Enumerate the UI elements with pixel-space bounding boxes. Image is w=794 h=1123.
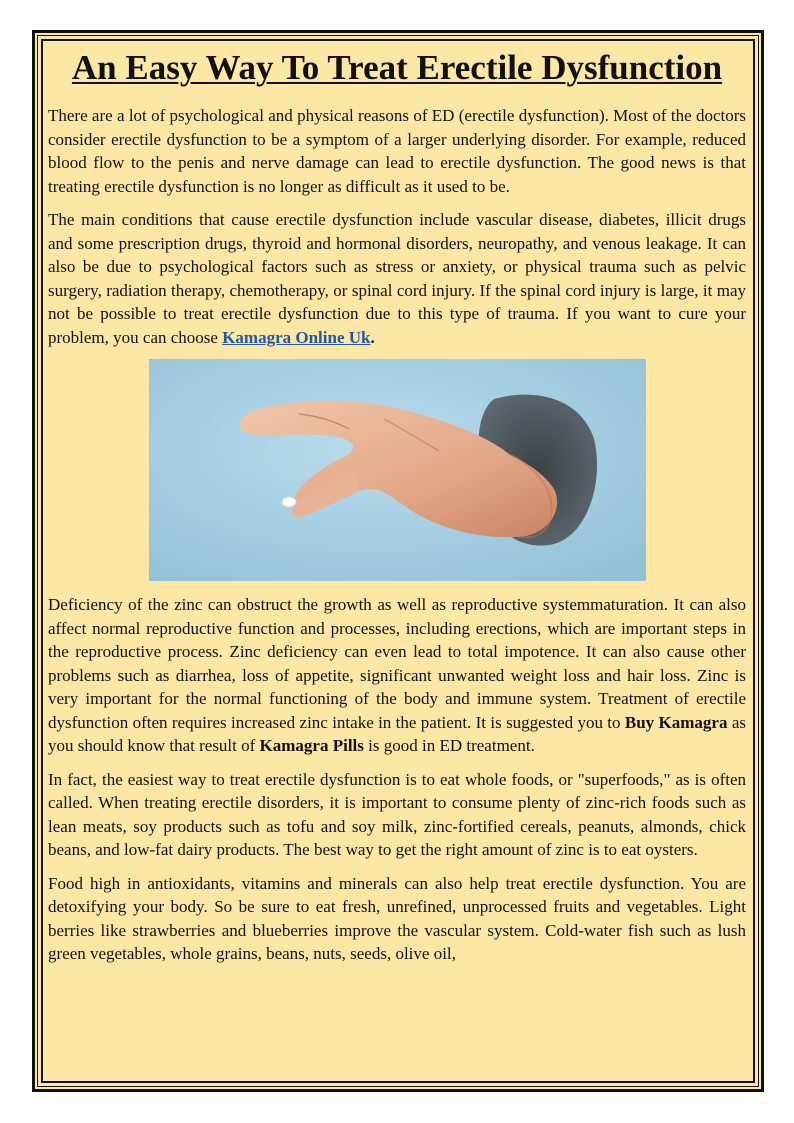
paragraph-3-end: is good in ED treatment. — [363, 736, 535, 755]
hand-holding-pill-photo — [149, 359, 646, 581]
paragraph-2 — [48, 208, 746, 349]
page-title: An Easy Way To Treat Erectile Dysfunction — [71, 48, 723, 87]
buy-kamagra-bold: Buy Kamagra — [624, 712, 728, 732]
kamagra-pills-bold: Kamagra Pills — [259, 736, 364, 755]
kamagra-online-uk-link[interactable]: Kamagra Online Uk — [222, 327, 371, 347]
paragraph-2-end: . — [370, 327, 375, 347]
paragraph-3-middle: as you should know that result of — [48, 712, 746, 755]
paragraph-3-text: Deficiency of the zinc can obstruct the growth as well as reproductive systemmaturation. It can also affect normal reproductive function and processes, including erections, which are important steps in the reproductive process. Zinc deficiency can even lead to total impotence. It can also cause other problems such as diarrhea, loss of appetite, significant unwanted weight loss and hair loss. Zinc is very important for the normal functioning of the body and immune system. Treatment of erectile dysfunction often requires increased zinc intake in the patient. It is suggested you to — [48, 595, 746, 732]
paragraph-4: In fact, the easiest way to treat erectile dysfunction is to eat whole foods, or "superfoods," as is often called. When treating erectile disorders, it is important to consume plenty of zinc-rich foods such as lean meats, soy products such as tofu and soy milk, zinc-fortified cereals, peanuts, almonds, chick beans, and low-fat dairy products. The best way to get the right amount of zinc is to eat oysters. — [48, 769, 746, 859]
paragraph-2-text: The main conditions that cause erectile dysfunction include vascular disease, diabetes, illicit drugs and some prescription drugs, thyroid and hormonal disorders, neuropathy, and venous leakage. It can also be due to psychological factors such as stress or anxiety, or physical trauma such as pelvic surgery, radiation therapy, chemotherapy, or spinal cord injury. If the spinal cord injury is large, it may not be possible to treat erectile dysfunction due to this type of trauma. If you want to cure your problem, you can choose — [48, 210, 746, 347]
hand-holding-pill-illustration — [149, 359, 646, 581]
paragraph-1: There are a lot of psychological and physical reasons of ED (erectile dysfunction). Most of the doctors consider erectile dysfunction to be a symptom of a larger underlying disorder. For example, reduced blood flow to the penis and nerve damage can lead to erectile dysfunction. The good news is that treating erectile dysfunction is no longer as difficult as it used to be. — [48, 106, 746, 196]
paragraph-5: Food high in antioxidants, vitamins and minerals can also help treat erectile dysfunction. You are detoxifying your body. So be sure to eat fresh, unrefined, unprocessed fruits and vegetables. Light berries like strawberries and blueberries improve the vascular system. Cold-water fish such as lush green vegetables, whole grains, beans, nuts, seeds, olive oil, — [48, 873, 746, 963]
paragraph-3 — [48, 593, 746, 758]
document-content — [48, 46, 746, 1076]
